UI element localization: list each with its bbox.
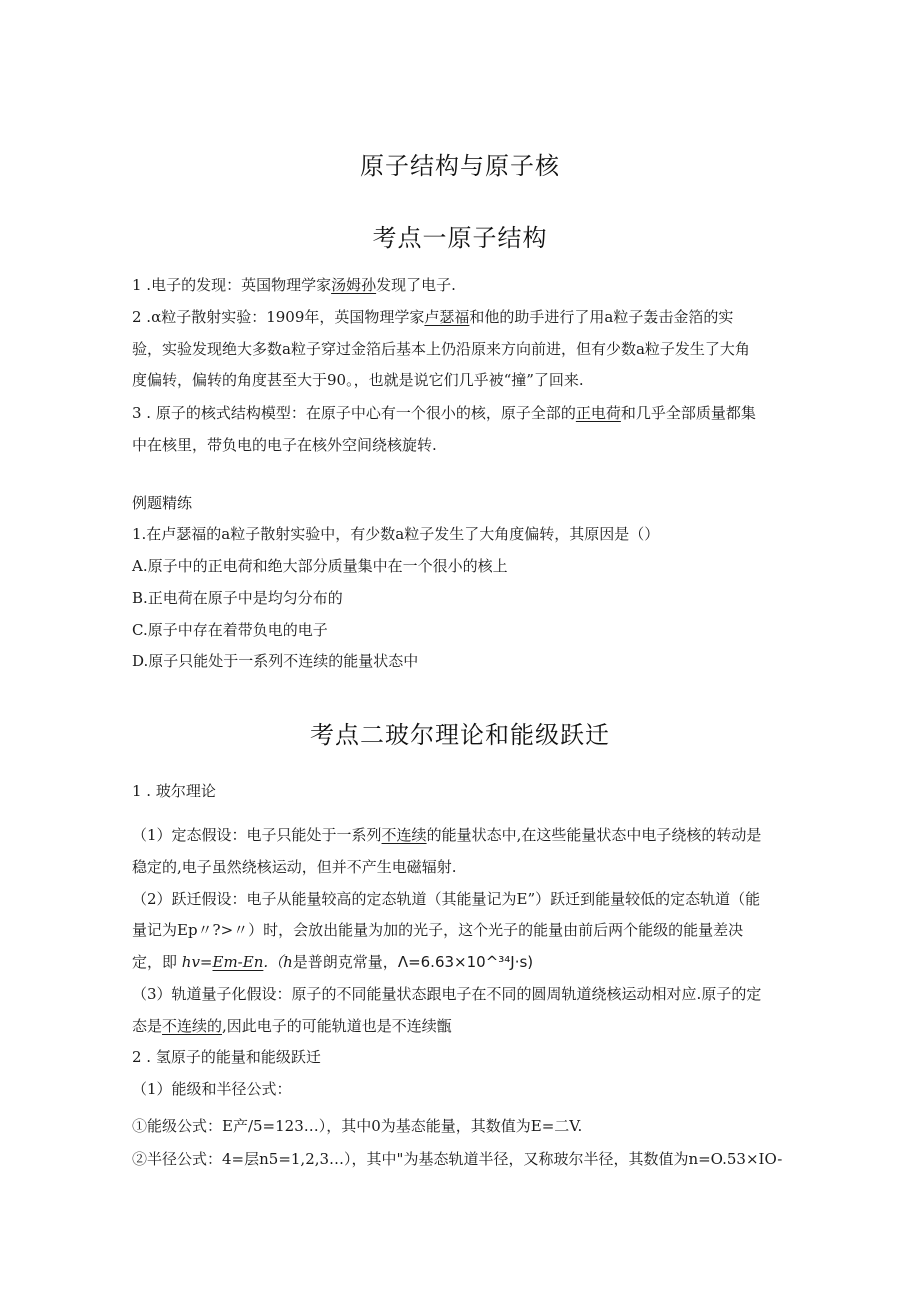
s2-b1-line1 <box>132 826 761 844</box>
s1-point3-line1 <box>132 404 756 422</box>
s1-point3-answer: 正电荷 <box>575 404 621 422</box>
radius-formula: ②半径公式：4=层n5=1,2,3…），其中"为基态轨道半径，又称玻尔半径，其数值为n=O.53×IO- <box>132 1150 783 1168</box>
s1-point2-line1 <box>132 308 733 326</box>
s1-point2-line3: 度偏转，偏转的角度甚至大于90。，也就是说它们几乎被“撞”了回来. <box>132 371 584 389</box>
section2-heading: 考点二玻尔理论和能级跃迁 <box>310 721 610 749</box>
s2-sub2: 2 . 氢原子的能量和能级跃迁 <box>132 1048 321 1066</box>
example-label: 例题精练 <box>132 494 193 512</box>
s2-b1-text-a: （1）定态假设：电子只能处于一系列 <box>132 826 382 844</box>
s2-b3-line2 <box>132 1017 452 1035</box>
s1-point3-text-a: 3 . 原子的核式结构模型：在原子中心有一个很小的核，原子全部的 <box>132 404 576 422</box>
formula-hv: hv= <box>181 953 213 971</box>
s2-b1-text-b: 的能量状态中,在这些能量状态中电子绕核的转动是 <box>426 826 762 844</box>
s1-point2-answer: 卢瑟福 <box>424 308 470 326</box>
s2-b1-line2: 稳定的,电子虽然绕核运动，但并不产生电磁辐射. <box>132 858 457 876</box>
s1-point1-text-a: 1 .电子的发现：英国物理学家 <box>132 276 332 294</box>
s1-point2-line2: 验，实验发现绝大多数a粒子穿过金箔后基本上仍沿原来方向前进，但有少数a粒子发生了大角 <box>132 340 750 358</box>
s2-b3-text-a: 态是 <box>132 1017 163 1035</box>
s1-point3-line2: 中在核里，带负电的电子在核外空间绕核旋转. <box>132 436 437 454</box>
document-title: 原子结构与原子核 <box>360 152 560 180</box>
option-b: B.正电荷在原子中是均匀分布的 <box>132 589 343 607</box>
option-a: A.原子中的正电荷和绝大部分质量集中在一个很小的核上 <box>132 557 508 575</box>
s1-point2-text-a: 2 .α粒子散射实验：1909年，英国物理学家 <box>132 308 425 326</box>
s1-point2-text-b: 和他的助手进行了用a粒子轰击金箔的实 <box>469 308 734 326</box>
s2-b2-text-a: 定，即 <box>132 953 178 971</box>
option-d: D.原子只能处于一系列不连续的能量状态中 <box>132 652 419 670</box>
s1-point3-text-b: 和几乎全部质量都集 <box>620 404 756 422</box>
s2-b2-line3 <box>132 953 533 971</box>
formula-h: .（h <box>263 953 293 971</box>
energy-formula: ①能级公式：E产/5=123…），其中0为基态能量，其数值为E=二V. <box>132 1117 583 1135</box>
formula-em-en: Em-En <box>212 953 264 971</box>
s1-point1-answer: 汤姆孙 <box>331 276 377 294</box>
s2-b2-line1: （2）跃迁假设：电子从能量较高的定态轨道（其能量记为E”）跃迁到能量较低的定态轨道（能 <box>132 890 761 908</box>
option-c: C.原子中存在着带负电的电子 <box>132 621 328 639</box>
s1-point1 <box>132 276 456 294</box>
s2-b3-line1: （3）轨道量子化假设：原子的不同能量状态跟电子在不同的圆周轨道绕核运动相对应.原子的定 <box>132 985 762 1003</box>
s2-b3-answer: 不连续的 <box>162 1017 223 1035</box>
s2-sub2a: （1）能级和半径公式： <box>132 1080 292 1098</box>
s2-sub1: 1 . 玻尔理论 <box>132 782 216 800</box>
s2-b2-text-b: 是普朗克常量， <box>292 953 398 971</box>
s2-b2-line2: 量记为Ep〃?>〃）时，会放出能量为加的光子，这个光子的能量由前后两个能级的能量差决 <box>132 921 744 939</box>
s1-point1-text-b: 发现了电子. <box>376 276 456 294</box>
s2-b3-text-b: ,因此电子的可能轨道也是不连续甑 <box>222 1017 452 1035</box>
s2-b1-answer: 不连续 <box>381 826 427 844</box>
question-1: 1.在卢瑟福的a粒子散射实验中，有少数a粒子发生了大角度偏转，其原因是（） <box>132 525 660 543</box>
planck-constant: Λ=6.63×10^³⁴J·s) <box>397 953 534 971</box>
section1-heading: 考点一原子结构 <box>372 224 548 252</box>
